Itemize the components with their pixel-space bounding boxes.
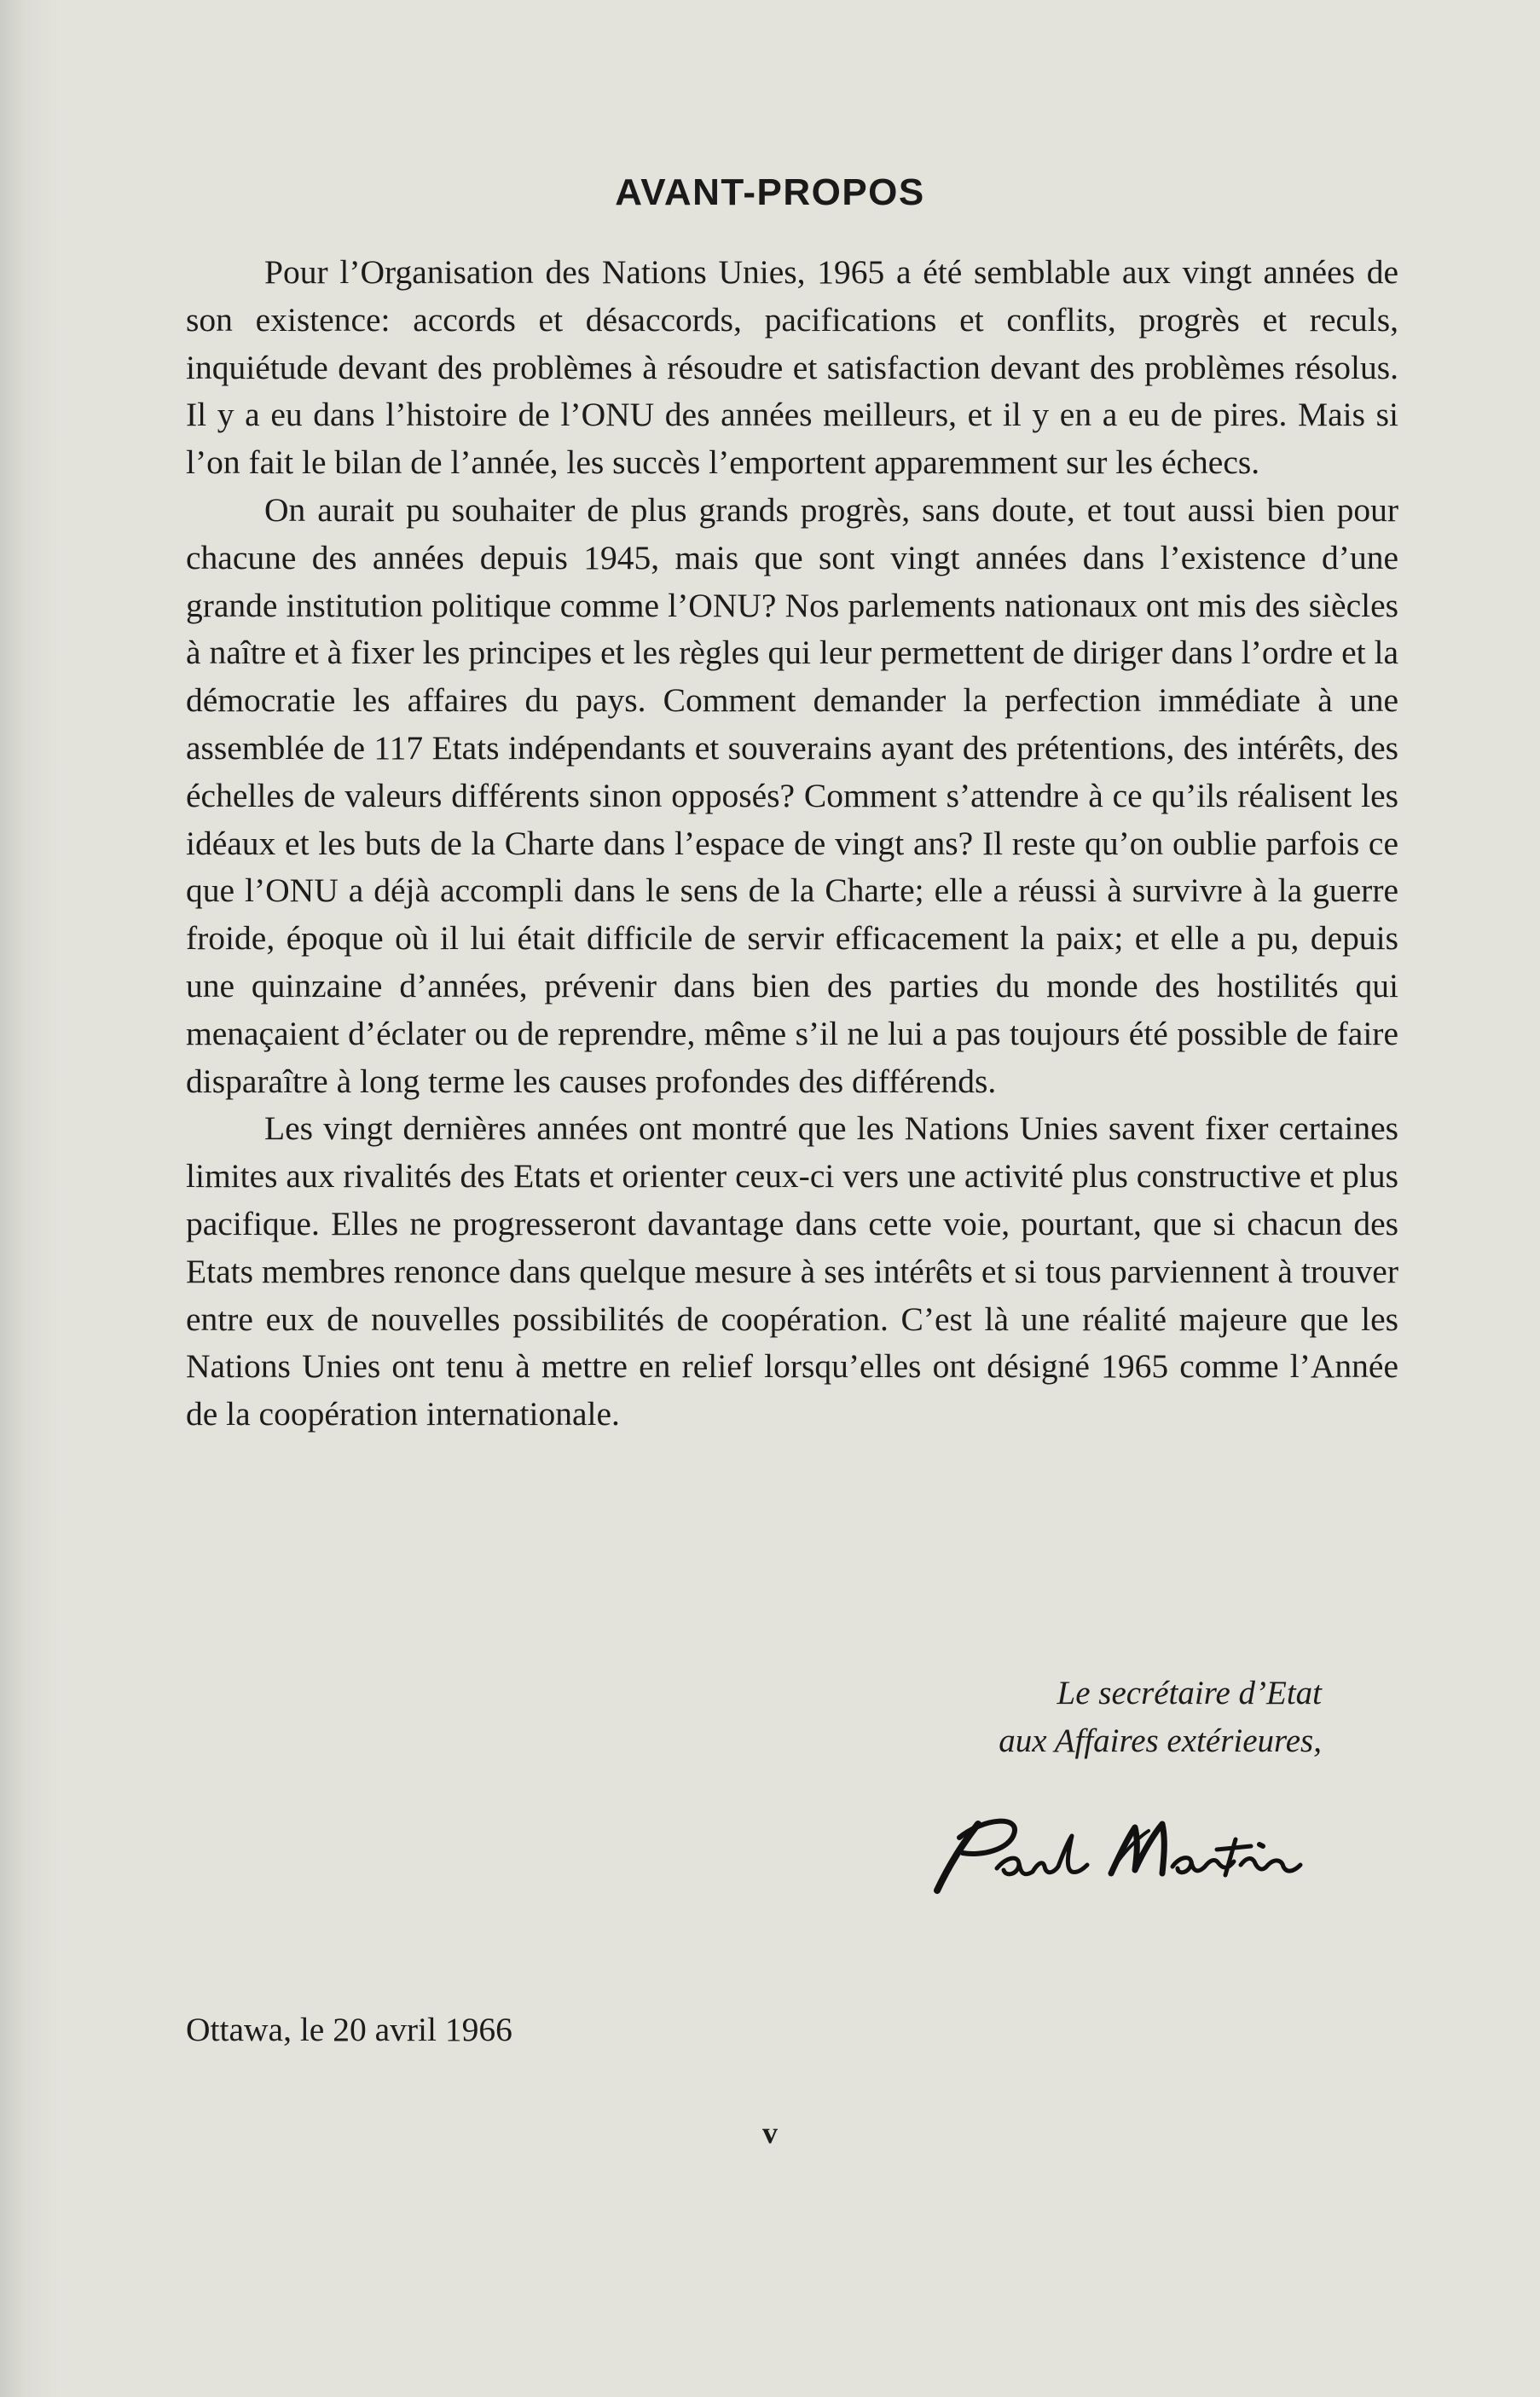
- signoff-title: Le secrétaire d’Etat: [1057, 1675, 1322, 1711]
- paragraph-2: On aurait pu souhaiter de plus grands progrès, sans doute, et tout aussi bien pour chacune des années depuis 1945, mais que sont vingt années dans l’existence d’une grande institution politique comme l’ONU? Nos parlements nationaux ont mis des siècles à naître et à fixer les principes et les règles qui leur permettent de diriger dans l’ordre et la démocratie les affaires du pays. Comment demander la perfection immédiate à une assemblée de 117 Etats indépendants et souverains ayant des prétentions, des intérêts, des échelles de valeurs différents sinon opposés? Comment s’attendre à ce qu’ils réalisent les idéaux et les buts de la Charte dans l’espace de vingt ans? Il reste qu’on oublie parfois ce que l’ONU a déjà accompli dans le sens de la Charte; elle a réussi à survivre à la guerre froide, époque où il lui était difficile de servir efficacement la paix; et elle a pu, depuis une quinzaine d’années, prévenir dans bien des parties du monde des hostilités qui menaçaient d’éclater ou de reprendre, même s’il ne lui a pas toujours été possible de faire disparaître à long terme les causes profondes des différends.: [186, 490, 1398, 1100]
- page-title: AVANT-PROPOS: [615, 171, 925, 213]
- page-number: v: [762, 2116, 778, 2150]
- body-text: [186, 249, 1398, 1439]
- paragraph-3: Les vingt dernières années ont montré que les Nations Unies savent fixer certaines limites aux rivalités des Etats et orienter ceux-ci vers une activité plus constructive et plus pacifique. Elles ne progresseront davantage dans cette voie, pourtant, que si chacun des Etats membres renonce dans quelque mesure à ses intérêts et si tous parviennent à trouver entre eux de nouvelles possibilités de coopération. C’est là une réalité majeure que les Nations Unies ont tenu à mettre en relief lorsqu’elles ont désigné 1965 comme l’Année de la coopération internationale.: [186, 1109, 1398, 1433]
- paragraph-1: Pour l’Organisation des Nations Unies, 1965 a été semblable aux vingt années de son existence: accords et désaccords, pacifications et conflits, progrès et reculs, inquiétude devant des problèmes à résoudre et satisfaction devant des problèmes résolus. Il y a eu dans l’histoire de l’ONU des années meilleurs, et il y en a eu de pires. Mais si l’on fait le bilan de l’année, les succès l’emportent apparemment sur les échecs.: [186, 253, 1398, 482]
- handwritten-signature: [925, 1812, 1334, 1906]
- place-and-date: Ottawa, le 20 avril 1966: [186, 2011, 512, 2048]
- signoff-department: aux Affaires extérieures,: [999, 1722, 1322, 1759]
- signoff-block: [853, 1670, 1322, 1765]
